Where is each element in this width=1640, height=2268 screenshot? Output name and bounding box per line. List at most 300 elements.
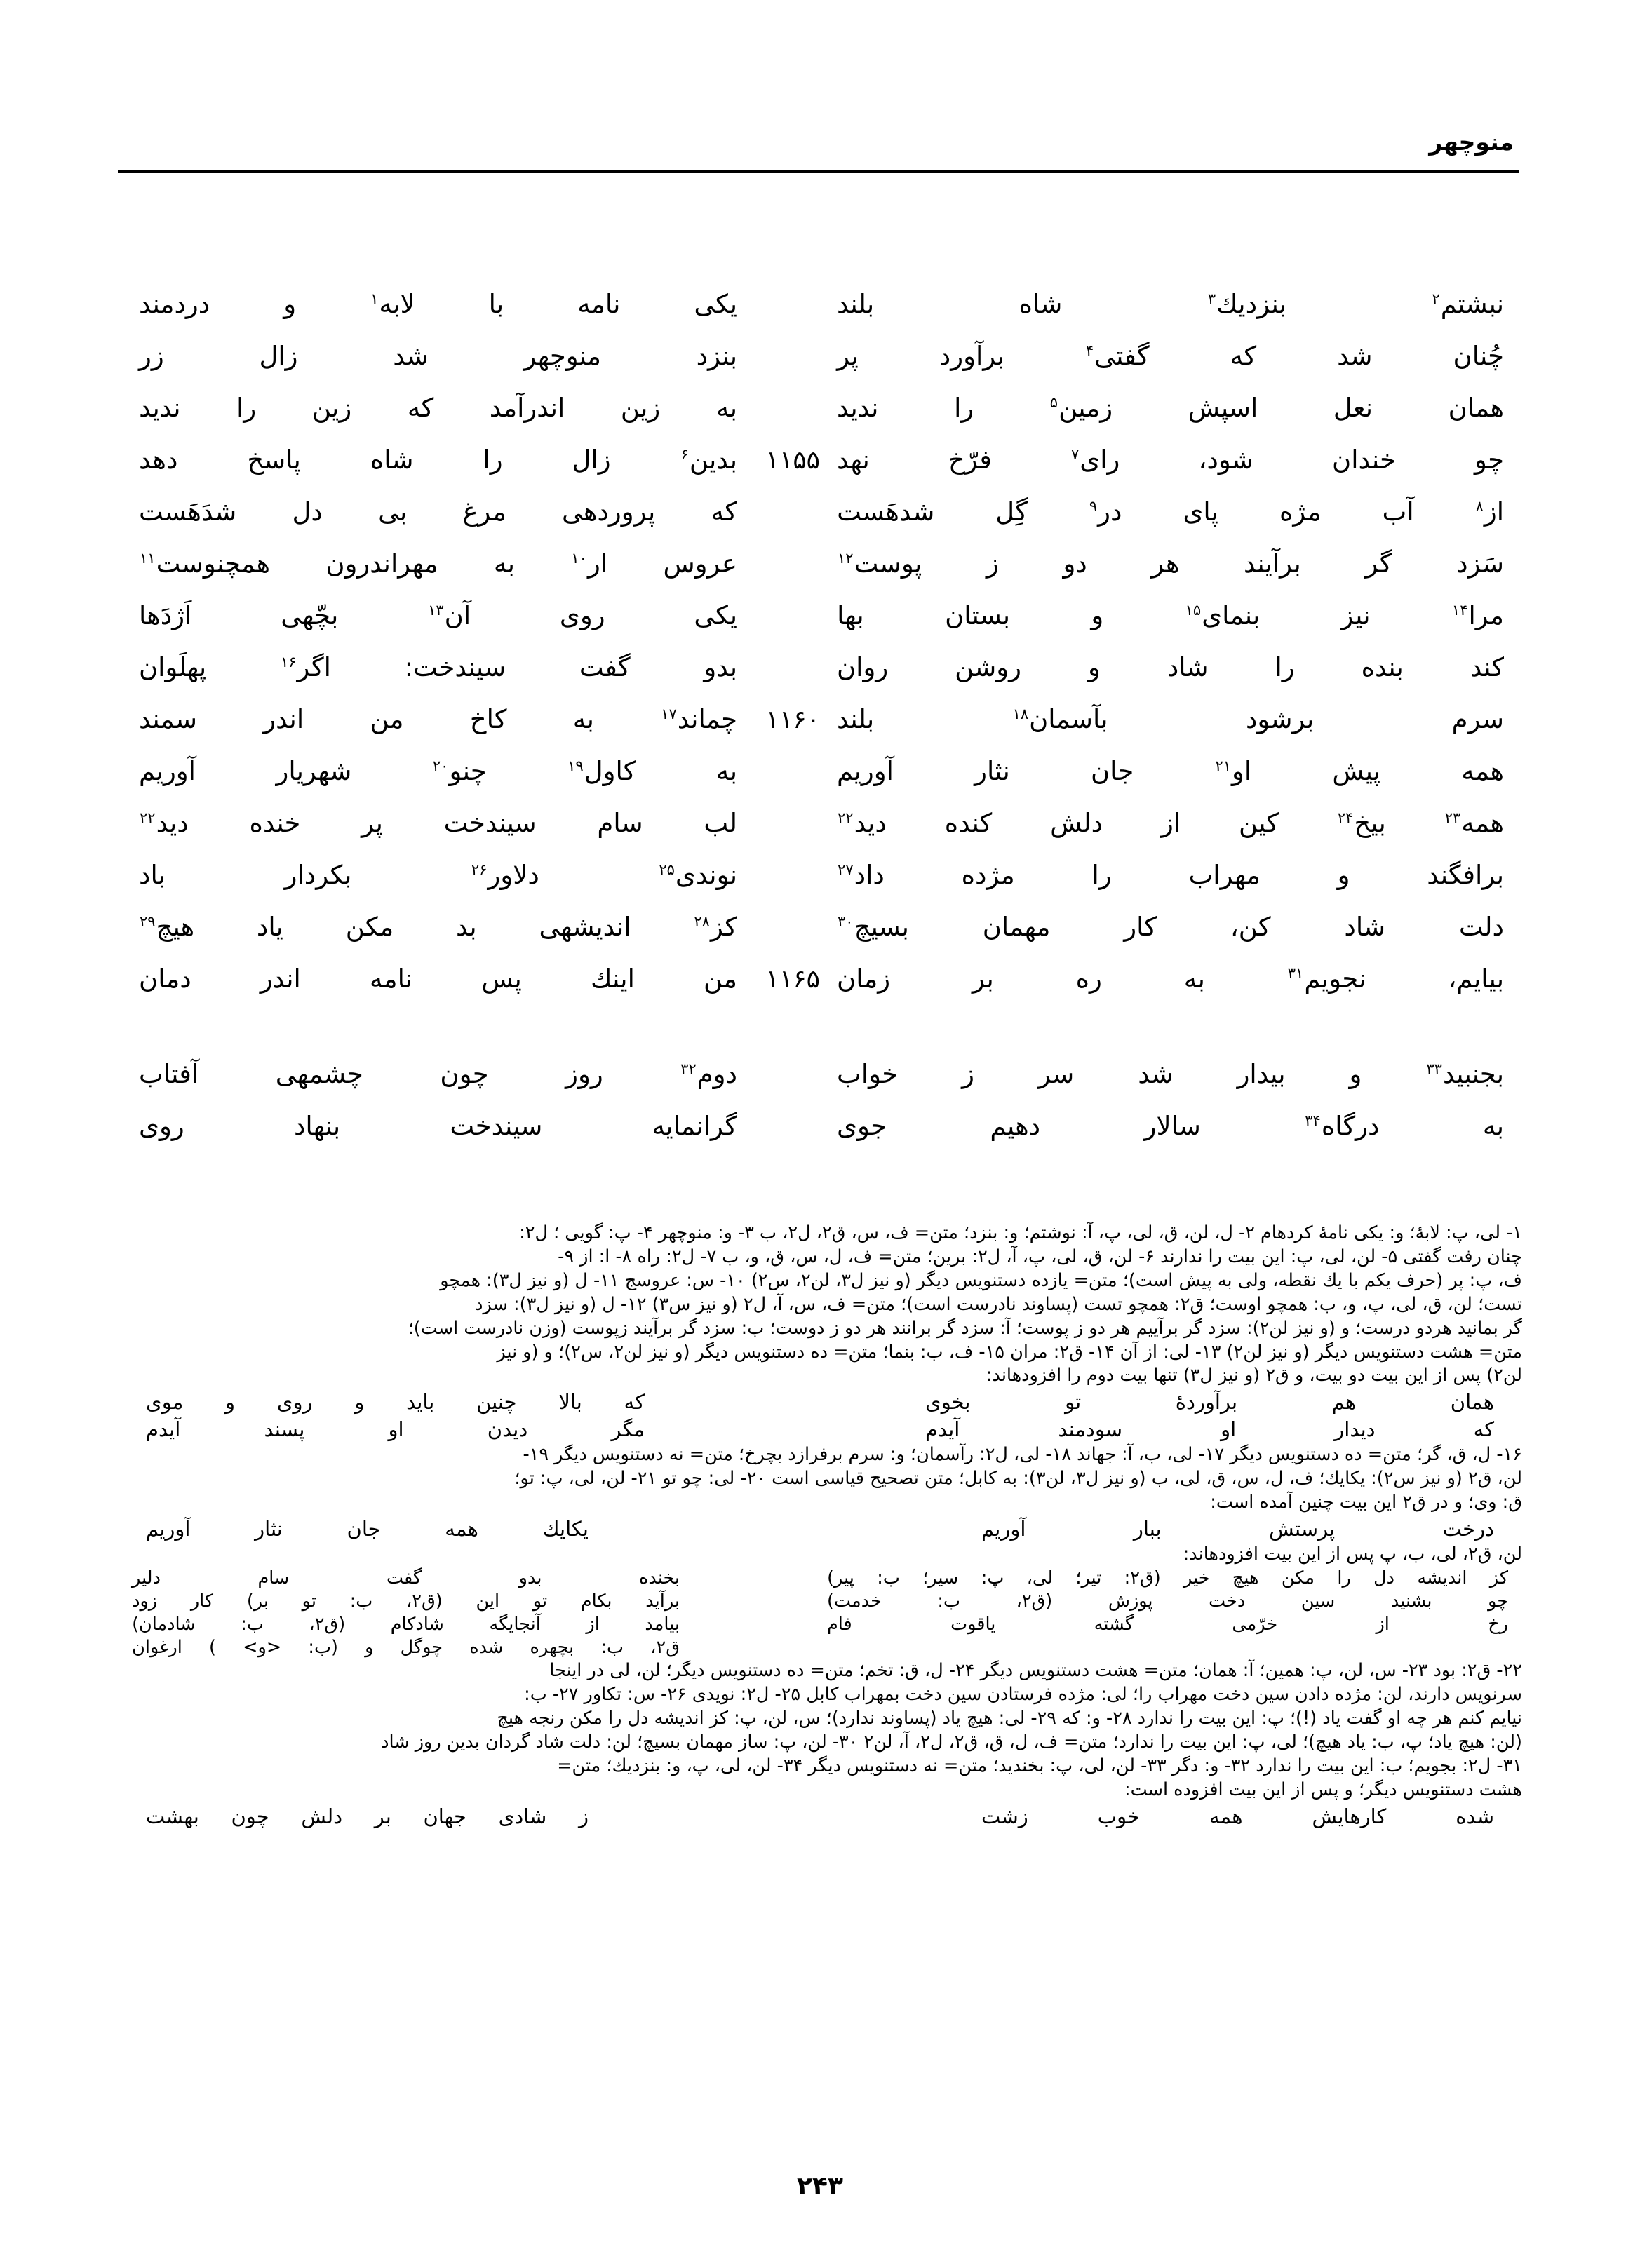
hemistich-right xyxy=(118,343,820,369)
apparatus-line: لن۲) پس از این بیت دو بیت، و ق۲ (و نیز ل۳) تنها بیت دوم را افزودهاند: xyxy=(986,1365,1522,1386)
verse-word: همان xyxy=(1448,393,1504,423)
verse-word: شاد xyxy=(1344,912,1386,942)
footnote-marker: ۱ xyxy=(370,290,379,307)
verse-word: نامه xyxy=(577,289,621,319)
footnote-marker: ۴ xyxy=(1086,342,1094,359)
verse-line-number: ۱۱۵۵ xyxy=(765,446,820,475)
verse-word: جان xyxy=(1090,756,1134,786)
verse-word: خندان xyxy=(1332,445,1396,475)
quoted-hemistich-right xyxy=(118,1516,820,1541)
verse-word: بجنبید$^{۳۳}$ xyxy=(1426,1059,1504,1089)
hemistich-right xyxy=(118,862,820,888)
header-divider xyxy=(118,170,1519,173)
verse-word: سیندخت xyxy=(450,1111,543,1141)
mixed-word: را xyxy=(1337,1567,1351,1588)
quoted-word: همان xyxy=(1450,1390,1494,1415)
apparatus-line: لن، ق۲، لی، ب، پ پس از این بیت افزودهاند: xyxy=(1183,1543,1522,1565)
apparatus-line: چنان رفت گفتی ۵- لن، لی، پ: این بیت را ندارند ۶- لن، ق، لی، پ، آ، ل۲: برین؛ متن= ف، ل، س، ق، و، ب ۷- ل۲: راه ۸- ا: از ۹- xyxy=(558,1246,1522,1267)
mixed-word: خرّمی xyxy=(1232,1614,1278,1635)
apparatus-line: ف، پ: پر (حرف یكم با یك نقطه، ولی به پیش است)؛ متن= یازده دستنویس دیگر (و نیز ل۳، لن۲، س۲) ۱۰- س: عروسج ۱۱- ل (و نیز ل۳): همچو xyxy=(440,1269,1522,1291)
mixed-word: بدو xyxy=(518,1567,542,1588)
quoted-word: آوریم xyxy=(981,1516,1026,1541)
verse-word: شدَهَست xyxy=(139,497,237,527)
hemistich-left xyxy=(820,654,1522,680)
apparatus-mixed-line xyxy=(118,1590,1522,1613)
verse-word: خنده xyxy=(249,808,301,838)
verse-word: اندر xyxy=(260,964,301,994)
quoted-word: دلش xyxy=(301,1804,343,1828)
mixed-word: رخ xyxy=(1488,1614,1508,1635)
verse-word: از$^۸$ xyxy=(1475,497,1504,527)
verse-word: شدهَست xyxy=(837,497,935,527)
mixed-word: ب: xyxy=(600,1637,624,1659)
verse-word: پر xyxy=(837,341,859,371)
verse-word: دوم$^{۳۲}$ xyxy=(680,1059,737,1089)
verse-word: بی xyxy=(378,497,408,527)
verse-word: بنمای$^{۱۵}$ xyxy=(1185,600,1261,630)
verse-word: بدو xyxy=(704,652,737,682)
hemistich-right xyxy=(118,966,820,992)
verse-word: مهراب xyxy=(1188,860,1261,890)
verse-word: که xyxy=(711,497,737,527)
hemistich-left xyxy=(820,499,1522,525)
quoted-word: آیدم xyxy=(146,1417,181,1441)
mixed-word: (ق۲، xyxy=(1016,1590,1053,1612)
verse-word: را xyxy=(1275,652,1295,682)
footnote-marker: ۲۰ xyxy=(432,757,449,774)
verse-line-number: ۱۱۶۰ xyxy=(765,706,820,734)
quoted-word: که xyxy=(1473,1417,1494,1441)
apparatus-line: ۱- لی، پ: لابهٔ؛ و: یکی نامهٔ کردهام ۲- ل، لن، ق، لی، پ، آ: نوشتم؛ و: بنزد؛ متن= ف، س، ق۲، ل۲، ب ۳- و: منوچهر ۴- پ: گویی ؛ ل۲: xyxy=(519,1222,1522,1243)
quoted-word: دیدن xyxy=(487,1417,528,1441)
footnote-marker: ۱۱ xyxy=(140,549,156,567)
hemistich-left xyxy=(820,810,1522,836)
verse-word: آوریم xyxy=(139,756,196,786)
mixed-word: ب: xyxy=(241,1614,264,1635)
apparatus-line: ۳۱- ل۲: بجویم؛ ب: این بیت را ندارد ۳۲- و: دگر ۳۳- لن، لی، پ: بخندید؛ متن= نه دستنویس دیگر ۳۴- لن، لی، پ، و: بنزدیك؛ متن= xyxy=(557,1755,1522,1776)
verse-word: نیز xyxy=(1340,600,1371,630)
verse-word: فرّخ xyxy=(948,445,992,475)
verse-word: روی xyxy=(139,1111,184,1141)
apparatus-mixed-line xyxy=(118,1613,1522,1636)
verse-word: سیندخت xyxy=(443,808,537,838)
mixed-word: دل xyxy=(1373,1567,1394,1588)
hemistich-right xyxy=(118,291,820,317)
verse-word: بنزد xyxy=(696,341,737,371)
verse-word: چنو$^{۲۰}$ xyxy=(432,756,487,786)
verse-word: روشن xyxy=(955,652,1022,682)
verse-word: عروس xyxy=(663,548,737,579)
verse-word: برآورد xyxy=(939,341,1004,371)
hemistich-left xyxy=(820,548,1522,579)
verse-word: دلاور$^{۲۶}$ xyxy=(471,860,539,890)
mixed-word: این xyxy=(476,1590,500,1612)
verse-word: مرا$^{۱۴}$ xyxy=(1451,600,1504,630)
verse-word: ار$^{۱۰}$ xyxy=(571,548,608,579)
verse-word: نامه xyxy=(369,964,413,994)
verse-word: یاد xyxy=(256,912,283,942)
running-head-title: منوچهر xyxy=(1429,128,1514,156)
quoted-word: همه xyxy=(445,1516,478,1541)
footnote-marker: ۷ xyxy=(1070,445,1080,463)
verse-word: چشمهی xyxy=(275,1059,363,1089)
verse-word: آفتاب xyxy=(139,1059,199,1089)
quoted-word: نثار xyxy=(255,1516,283,1541)
verse-word: ز xyxy=(986,548,999,579)
verse-word: نبشتم$^۲$ xyxy=(1432,289,1504,319)
verse-word: اندر xyxy=(263,704,304,734)
quoted-word: جهان xyxy=(423,1804,466,1828)
verse-word: پر xyxy=(361,808,383,838)
verse-word: شد xyxy=(393,341,429,371)
mixed-word: و xyxy=(365,1637,374,1659)
hemistich-right xyxy=(118,1113,820,1139)
hemistich-left xyxy=(820,395,1522,421)
footnote-marker: ۲۶ xyxy=(471,860,488,878)
verse-word: هر xyxy=(1151,548,1180,579)
mixed-word: بشنید xyxy=(1390,1590,1432,1612)
verse-word: روی xyxy=(559,600,605,630)
verse-word: باد xyxy=(139,860,166,890)
verse-word: به xyxy=(715,393,737,423)
verse-word: چو xyxy=(1474,445,1504,475)
mixed-word: فام xyxy=(827,1614,852,1635)
verse-word: بکردار xyxy=(284,860,352,890)
verse-word: شد xyxy=(1138,1059,1174,1089)
couplet xyxy=(118,862,1522,914)
quoted-word: آیدم xyxy=(925,1417,960,1441)
verse-word: به xyxy=(715,756,737,786)
footnote-marker: ۳ xyxy=(1207,290,1216,307)
verse-word: یکی xyxy=(694,289,737,319)
mixed-word: سام xyxy=(257,1567,290,1588)
verse-word: بد xyxy=(455,912,477,942)
verse-word: برافگند xyxy=(1427,860,1504,890)
verse-word: نثار xyxy=(974,756,1010,786)
mixed-hemistich-left xyxy=(820,1590,1522,1613)
hemistich-left xyxy=(820,291,1522,317)
verse-word: پروردهی xyxy=(562,497,656,527)
verse-word: لب xyxy=(704,808,737,838)
apparatus-line: ق: وی؛ و در ق۲ این بیت چنین آمده است: xyxy=(1210,1491,1522,1513)
mixed-word: کز xyxy=(1489,1567,1508,1588)
mixed-word: پ: xyxy=(981,1567,1004,1588)
hemistich-left xyxy=(820,1113,1522,1139)
mixed-word: چوگل xyxy=(400,1637,443,1659)
mixed-word: یاقوت xyxy=(950,1614,996,1635)
hemistich-left xyxy=(820,966,1522,992)
quoted-word: و xyxy=(354,1390,365,1415)
footnote-marker: ۶ xyxy=(680,445,689,463)
verse-word: و xyxy=(1091,600,1104,630)
mixed-hemistich-right xyxy=(118,1636,820,1659)
footnote-marker: ۱۰ xyxy=(571,549,587,567)
verse-word: مژه xyxy=(1279,497,1322,527)
verse-word: یکی xyxy=(694,600,737,630)
verse-word: همچنوست$^{۱۱}$ xyxy=(140,548,270,579)
footnote-marker: ۱۴ xyxy=(1451,601,1468,619)
verse-word: و xyxy=(1087,652,1101,682)
verse-word: زال xyxy=(572,445,611,475)
verse-word: سرم xyxy=(1451,704,1504,734)
verse-word: پوست$^{۱۲}$ xyxy=(838,548,922,579)
footnote-marker: ۱۸ xyxy=(1012,705,1029,722)
verse-word: مهراندرون xyxy=(325,548,438,579)
apparatus-quoted-couplet xyxy=(118,1804,1522,1829)
verse-word: پهلَوان xyxy=(139,652,207,682)
verse-word: ره xyxy=(1075,964,1102,994)
footnote-marker: ۲ xyxy=(1432,290,1440,307)
apparatus-quoted-couplet xyxy=(118,1389,1522,1415)
verse-word: بها xyxy=(837,600,864,630)
quoted-word: برآوردهٔ xyxy=(1175,1390,1238,1415)
verse-word: چُنان xyxy=(1453,341,1504,371)
quoted-word: چنین xyxy=(476,1390,517,1415)
verse-word: کین xyxy=(1239,808,1279,838)
couplet xyxy=(118,810,1522,862)
quoted-word: جان xyxy=(347,1516,381,1541)
footnote-marker: ۳۰ xyxy=(838,912,854,930)
mixed-word: (ق۲، xyxy=(309,1614,346,1635)
verse-word: دهد xyxy=(139,445,178,475)
apparatus-line: لن، ق۲ (و نیز س۲): یکایك؛ ف، ل، س، ق، لی، ب (و نیز ل۳، لن۳): به کابل؛ متن تصحیح قیاسی است ۲۰- لی: چو تو ۲۱- لن، لی، پ: تو؛ xyxy=(514,1467,1522,1489)
mixed-word: شادکام xyxy=(390,1614,444,1635)
verse-word: دهیم xyxy=(990,1111,1041,1141)
apparatus-quoted-couplet xyxy=(118,1516,1522,1541)
quoted-word: مگر xyxy=(611,1417,645,1441)
verse-line-number: ۱۱۶۵ xyxy=(765,965,820,994)
verse-word: اینك xyxy=(590,964,635,994)
couplet xyxy=(118,291,1522,343)
quoted-hemistich-right xyxy=(118,1417,820,1442)
mixed-word: گفت xyxy=(386,1567,422,1588)
hemistich-left xyxy=(820,758,1522,784)
hemistich-right xyxy=(118,499,820,525)
verse-word: کند xyxy=(1470,652,1504,682)
verse-word: بدین$^۶$ xyxy=(680,445,737,475)
verse-word: به xyxy=(493,548,516,579)
footnote-marker: ۸ xyxy=(1475,497,1484,515)
verse-word: خواب xyxy=(837,1059,899,1089)
quoted-word: چون xyxy=(231,1804,269,1828)
verse-word: پاسخ xyxy=(247,445,301,475)
quoted-word: باید xyxy=(406,1390,435,1415)
footnote-marker: ۲۲ xyxy=(838,809,854,826)
footnote-marker: ۲۷ xyxy=(838,860,854,878)
quoted-hemistich-left xyxy=(820,1389,1522,1415)
footnote-marker: ۱۵ xyxy=(1185,601,1202,619)
verse-word: زمین$^۵$ xyxy=(1049,393,1113,423)
verse-word: سام xyxy=(597,808,643,838)
mixed-word: ب: xyxy=(937,1590,961,1612)
quoted-word: و xyxy=(225,1390,236,1415)
verse-word: جوی xyxy=(837,1111,887,1141)
hemistich-left xyxy=(820,862,1522,888)
verse-word: برشود xyxy=(1245,704,1315,734)
mixed-word: ب: xyxy=(349,1590,373,1612)
verse-word: کنده xyxy=(944,808,993,838)
hemistich-right xyxy=(118,810,820,836)
verse-word: همه xyxy=(1461,756,1504,786)
verse-word: مهمان xyxy=(982,912,1051,942)
mixed-word: (ب: xyxy=(308,1637,338,1659)
verse-word: اَژدَها xyxy=(139,600,192,630)
verse-word: شود، xyxy=(1198,445,1253,475)
verse-word: مکن xyxy=(345,912,394,942)
mixed-word: تو xyxy=(302,1590,316,1612)
couplet xyxy=(118,966,1522,1018)
verse-word: به xyxy=(1482,1111,1504,1141)
verse-word: را xyxy=(483,445,503,475)
verse-word: بسیچ$^{۳۰}$ xyxy=(838,912,909,942)
verse-word: نوندی$^{۲۵}$ xyxy=(659,860,737,890)
running-head xyxy=(118,130,1522,180)
verse-word: آوریم xyxy=(837,756,894,786)
apparatus-line: (لن: هیچ یاد؛ پ، ب: یاد هیچ)؛ لی، پ: این بیت را ندارد؛ متن= ف، ل، ق، ق۲، ل۲، آ، لن۲ ۳۰- لن، پ: ساز مهمان بسیچ؛ لن: دلت شاد گردان بدین روز شاد xyxy=(381,1732,1522,1753)
verse-word: اندرآمد xyxy=(489,393,565,423)
verse-word: همه$^{۲۳}$ xyxy=(1444,808,1504,838)
verse-word: را xyxy=(236,393,257,423)
quoted-word: ببار xyxy=(1133,1516,1162,1541)
verse-word: و xyxy=(283,289,297,319)
quoted-word: ز xyxy=(578,1804,589,1828)
quoted-word: پرستش xyxy=(1269,1516,1336,1541)
verse-word: به xyxy=(1183,964,1205,994)
verse-word: دو xyxy=(1063,548,1087,579)
mixed-word: ارغوان xyxy=(132,1637,182,1659)
footnote-marker: ۲۵ xyxy=(659,860,675,878)
verse-word: زمان xyxy=(837,964,891,994)
footnote-marker: ۱۶ xyxy=(280,653,297,670)
quoted-word: کارهایش xyxy=(1312,1804,1387,1828)
mixed-hemistich-right xyxy=(118,1590,820,1613)
verse-word: زر xyxy=(139,341,164,371)
footnote-marker: ۱۲ xyxy=(838,549,854,567)
verse-word: رای$^۷$ xyxy=(1070,445,1120,475)
mixed-word: گشته xyxy=(1094,1614,1134,1635)
quoted-word: روی xyxy=(276,1390,313,1415)
verse-word: نهد xyxy=(837,445,870,475)
quoted-word: بر xyxy=(374,1804,391,1828)
footnote-marker: ۳۲ xyxy=(680,1060,697,1077)
mixed-word: زود xyxy=(132,1590,158,1612)
apparatus-line: ۱۶- ل، ق، گر؛ متن= ده دستنویس دیگر ۱۷- لی، ب، آ: جهاند ۱۸- لی، ل۲: رآسمان؛ و: سرم برفرازد بچرخ؛ متن= نه دستنویس دیگر ۱۹- xyxy=(523,1443,1522,1465)
verse-word: شاد xyxy=(1167,652,1209,682)
verse-word: اسپش xyxy=(1188,393,1258,423)
verse-word: شاه xyxy=(1019,289,1063,319)
verse-word: که xyxy=(1230,341,1257,371)
mixed-hemistich-left xyxy=(820,1636,1522,1659)
footnote-marker: ۳۴ xyxy=(1305,1112,1321,1129)
mixed-word: تو xyxy=(532,1590,548,1612)
verse-word: سالار xyxy=(1143,1111,1201,1141)
mixed-word: پوزش xyxy=(1108,1590,1153,1612)
apparatus-line: سرنویس دارند، لن: مژده دادن سین دخت مهراب را؛ لی: مژده فرستادن سین دخت بمهراب کابل ۲۵- ل۲: نویدی ۲۶- س: تکاور ۲۷- ب: xyxy=(524,1684,1522,1706)
verse-word: روز xyxy=(565,1059,603,1089)
verse-word: و xyxy=(1337,860,1350,890)
verse-word: سر xyxy=(1037,1059,1075,1089)
couplet xyxy=(118,1061,1522,1113)
verse-word: با xyxy=(488,289,504,319)
mixed-word: شده xyxy=(469,1637,504,1659)
verse-word: را xyxy=(1091,860,1112,890)
couplet xyxy=(118,914,1522,966)
verse-word: کاول$^{۱۹}$ xyxy=(567,756,636,786)
verse-word: دید$^{۲۲}$ xyxy=(140,808,189,838)
quoted-hemistich-right xyxy=(118,1804,820,1829)
couplet xyxy=(118,548,1522,602)
mixed-word: بکام xyxy=(580,1590,612,1612)
mixed-word: سیر؛ xyxy=(922,1567,959,1588)
verse-word: گِل xyxy=(995,497,1028,527)
verse-word: ز xyxy=(962,1059,974,1089)
verse-word: زین xyxy=(311,393,352,423)
verse-word: لابه$^۱$ xyxy=(370,289,415,319)
quoted-word: آوریم xyxy=(146,1516,191,1541)
footnote-marker: ۳۱ xyxy=(1287,964,1304,982)
footnote-marker: ۲۳ xyxy=(1444,809,1461,826)
quoted-word: بهشت xyxy=(146,1804,199,1828)
mixed-word: ق۲، xyxy=(650,1637,680,1659)
quoted-word: درخت xyxy=(1442,1516,1494,1541)
apparatus-line: متن= هشت دستنویس دیگر (و نیز لن۲) ۱۳- لی: از آن ۱۴- ق۲: مران ۱۵- ف، ب: بنما؛ متن= ده دستنویس دیگر (و نیز لن۲، س۲)؛ و (و نیز xyxy=(497,1341,1522,1363)
quoted-word: هم xyxy=(1331,1390,1357,1415)
hemistich-left xyxy=(820,343,1522,369)
quoted-word: او xyxy=(388,1417,404,1441)
couplet xyxy=(118,758,1522,810)
quoted-hemistich-left xyxy=(820,1417,1522,1442)
verse-word: منوچهر xyxy=(523,341,601,371)
verse-word: گفتی$^۴$ xyxy=(1086,341,1150,371)
footnote-marker: ۱۹ xyxy=(567,757,584,774)
mixed-word: کار xyxy=(190,1590,214,1612)
mixed-word: آنجایگه xyxy=(489,1614,541,1635)
footnote-marker: ۱۳ xyxy=(428,601,444,619)
quoted-hemistich-right xyxy=(118,1389,820,1415)
hemistich-left xyxy=(820,706,1522,732)
verse-word: ندید xyxy=(139,393,181,423)
apparatus-line: نیایم کنم هر چه او گفت یاد (!)؛ پ: این بیت را ندارد ۲۸- و: که ۲۹- لی: هیچ یاد (پساوند ندارد)؛ س، لن، پ: کز اندیشه دل را مکن رنجه هیچ xyxy=(497,1708,1522,1729)
hemistich-right xyxy=(118,395,820,421)
verse-word: هیچ$^{۲۹}$ xyxy=(140,912,195,942)
verse-word: گر xyxy=(1365,548,1392,579)
verse-word: دلت xyxy=(1458,912,1504,942)
mixed-word: (ق۲، xyxy=(406,1590,443,1612)
verse-word: او$^{۲۱}$ xyxy=(1215,756,1252,786)
verse-word: بیخ$^{۲۴}$ xyxy=(1337,808,1386,838)
quoted-word: که xyxy=(624,1390,645,1415)
verse-word: به xyxy=(572,704,594,734)
verse-word: بنزدیك$^۳$ xyxy=(1207,289,1286,319)
apparatus-line: گر بمانید هردو درست؛ و (و نیز لن۲): سزد گر برآییم هر دو ز پوست؛ آ: سزد گر برانند هر دو ز دوست؛ ب: سزد گر برآیند زپوست (وزن نادرست است)؛ xyxy=(408,1317,1522,1339)
hemistich-right xyxy=(118,706,820,732)
mixed-word: مکن xyxy=(1281,1567,1315,1588)
verse-word: کاخ xyxy=(469,704,507,734)
couplet xyxy=(118,654,1522,706)
apparatus-line: ۲۲- ق۲: بود ۲۳- س، لن، پ: همین؛ آ: همان؛ متن= هشت دستنویس دیگر ۲۴- ل، ق: تخم؛ متن= ده دستنویس دیگر؛ لن، لی در اینجا xyxy=(549,1660,1522,1682)
verse-word: اندیشهی xyxy=(539,912,631,942)
hemistich-left xyxy=(820,1061,1522,1087)
verse-word: من xyxy=(704,964,737,994)
quoted-word: شادی xyxy=(498,1804,547,1828)
quoted-hemistich-left xyxy=(820,1516,1522,1541)
hemistich-right xyxy=(118,654,820,680)
footnote-marker: ۳۳ xyxy=(1426,1060,1442,1077)
couplet xyxy=(118,1113,1522,1165)
quoted-word: پسند xyxy=(264,1417,305,1441)
quoted-word: بخوی xyxy=(925,1390,971,1415)
verse-word: ندید xyxy=(837,393,879,423)
